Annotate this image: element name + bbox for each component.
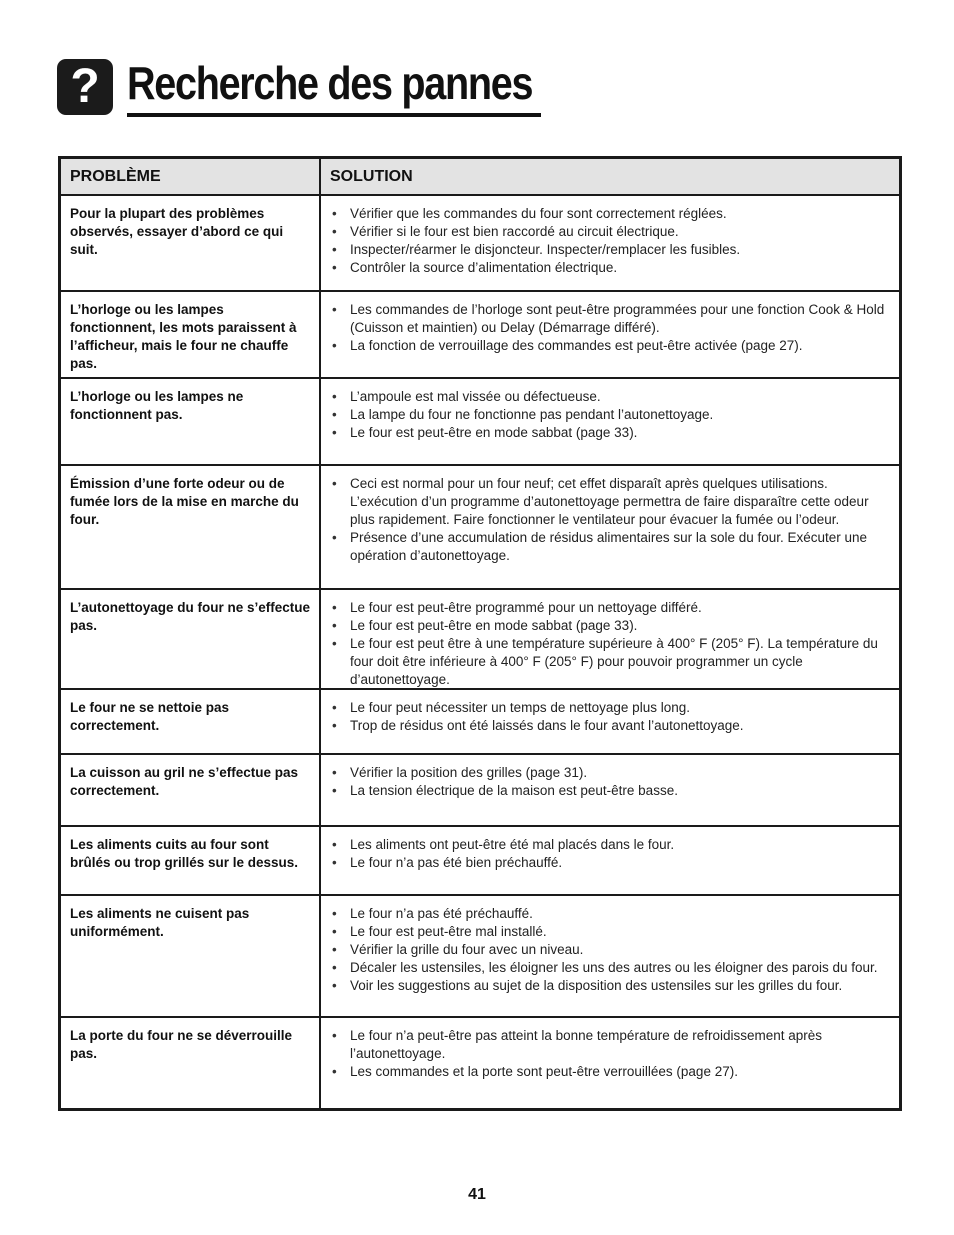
problem-cell: Le four ne se nettoie pas correctement. bbox=[61, 690, 321, 753]
table-row bbox=[61, 196, 899, 292]
solution-item: • Contrôler la source d’alimentation électrique. bbox=[331, 259, 889, 277]
solution-cell bbox=[321, 827, 899, 894]
solution-list bbox=[331, 764, 889, 800]
problem-cell: La cuisson au gril ne s’effectue pas correctement. bbox=[61, 755, 321, 825]
solution-item: • Le four est peut-être en mode sabbat (page 33). bbox=[331, 617, 889, 635]
solution-item: • Les aliments ont peut-être été mal placés dans le four. bbox=[331, 836, 889, 854]
solution-item: • Ceci est normal pour un four neuf; cet effet disparaît après quelques utilisations. L’exécution d’un programme d’autonettoyage permettra de faire disparaître cette odeur plus rapidement. Faire fonctionner le ventilateur pour évacuer la fumée ou l’odeur. bbox=[331, 475, 889, 529]
solution-item: • Le four n’a pas été préchauffé. bbox=[331, 905, 889, 923]
table-header bbox=[61, 159, 899, 196]
solution-cell bbox=[321, 1018, 899, 1108]
solution-item: • Le four n’a pas été bien préchauffé. bbox=[331, 854, 889, 872]
problem-cell: L’autonettoyage du four ne s’effectue pas. bbox=[61, 590, 321, 688]
solution-cell bbox=[321, 292, 899, 377]
problem-cell: Pour la plupart des problèmes observés, essayer d’abord ce qui suit. bbox=[61, 196, 321, 290]
solution-cell bbox=[321, 590, 899, 688]
solution-item: • Les commandes et la porte sont peut-être verrouillées (page 27). bbox=[331, 1063, 889, 1081]
table-row bbox=[61, 292, 899, 379]
table-row bbox=[61, 827, 899, 896]
solution-cell bbox=[321, 196, 899, 290]
solution-item: • Le four est peut-être mal installé. bbox=[331, 923, 889, 941]
solution-item: • Le four peut nécessiter un temps de nettoyage plus long. bbox=[331, 699, 889, 717]
page-header bbox=[57, 55, 533, 125]
solution-list bbox=[331, 836, 889, 872]
solution-cell bbox=[321, 755, 899, 825]
problem-cell: Émission d’une forte odeur ou de fumée lors de la mise en marche du four. bbox=[61, 466, 321, 588]
page-title: Recherche des pannes bbox=[127, 57, 533, 109]
solution-item: • La lampe du four ne fonctionne pas pendant l’autonettoyage. bbox=[331, 406, 889, 424]
table-row bbox=[61, 590, 899, 690]
solution-item: • Inspecter/réarmer le disjoncteur. Inspecter/remplacer les fusibles. bbox=[331, 241, 889, 259]
solution-cell bbox=[321, 896, 899, 1016]
table-body bbox=[61, 196, 899, 1108]
title-underline bbox=[127, 113, 541, 117]
page-number: 41 bbox=[468, 1186, 486, 1203]
solution-cell bbox=[321, 690, 899, 753]
solution-item: • Vérifier que les commandes du four sont correctement réglées. bbox=[331, 205, 889, 223]
solution-list bbox=[331, 388, 889, 442]
solution-list bbox=[331, 205, 889, 277]
problem-cell: Les aliments ne cuisent pas uniformément. bbox=[61, 896, 321, 1016]
solution-item: • Voir les suggestions au sujet de la disposition des ustensiles sur les grilles du four. bbox=[331, 977, 889, 995]
solution-item: • Vérifier la position des grilles (page 31). bbox=[331, 764, 889, 782]
solution-item: • Vérifier la grille du four avec un niveau. bbox=[331, 941, 889, 959]
problem-cell: L’horloge ou les lampes ne fonctionnent pas. bbox=[61, 379, 321, 464]
solution-list bbox=[331, 1027, 889, 1081]
solution-item: • Le four est peut-être en mode sabbat (page 33). bbox=[331, 424, 889, 442]
solution-list bbox=[331, 905, 889, 995]
table-row bbox=[61, 466, 899, 590]
solution-list bbox=[331, 599, 889, 689]
solution-item: • Présence d’une accumulation de résidus alimentaires sur la sole du four. Exécuter une opération d’autonettoyage. bbox=[331, 529, 889, 565]
header-solution: SOLUTION bbox=[330, 167, 413, 185]
header-problem: PROBLÈME bbox=[61, 159, 321, 194]
solution-item: • La tension électrique de la maison est peut-être basse. bbox=[331, 782, 889, 800]
table-row bbox=[61, 690, 899, 755]
solution-cell bbox=[321, 379, 899, 464]
table-row bbox=[61, 896, 899, 1018]
question-mark-icon: ? bbox=[57, 59, 113, 115]
solution-item: • Les commandes de l’horloge sont peut-être programmées pour une fonction Cook & Hold (Cuisson et maintien) ou Delay (Démarrage différé). bbox=[331, 301, 889, 337]
solution-item: • Vérifier si le four est bien raccordé au circuit électrique. bbox=[331, 223, 889, 241]
problem-cell: L’horloge ou les lampes fonctionnent, les mots paraissent à l’afficheur, mais le four ne chauffe pas. bbox=[61, 292, 321, 377]
table-row bbox=[61, 1018, 899, 1108]
problem-cell: Les aliments cuits au four sont brûlés ou trop grillés sur le dessus. bbox=[61, 827, 321, 894]
solution-list bbox=[331, 699, 889, 735]
solution-item: • La fonction de verrouillage des commandes est peut-être activée (page 27). bbox=[331, 337, 889, 355]
solution-list bbox=[331, 475, 889, 565]
solution-item: • Trop de résidus ont été laissés dans le four avant l’autonettoyage. bbox=[331, 717, 889, 735]
solution-list bbox=[331, 301, 889, 355]
solution-item: • Décaler les ustensiles, les éloigner les uns des autres ou les éloigner des parois du four. bbox=[331, 959, 889, 977]
troubleshooting-table bbox=[58, 156, 902, 1111]
solution-item: • Le four est peut-être programmé pour un nettoyage différé. bbox=[331, 599, 889, 617]
problem-cell: La porte du four ne se déverrouille pas. bbox=[61, 1018, 321, 1108]
solution-item: • Le four n’a peut-être pas atteint la bonne température de refroidissement après l’autonettoyage. bbox=[331, 1027, 889, 1063]
solution-item: • L’ampoule est mal vissée ou défectueuse. bbox=[331, 388, 889, 406]
table-row bbox=[61, 379, 899, 466]
table-row bbox=[61, 755, 899, 827]
solution-cell bbox=[321, 466, 899, 588]
solution-item: • Le four est peut être à une température supérieure à 400° F (205° F). La température du four doit être inférieure à 400° F (205° F) pour pouvoir programmer un cycle d’autonettoyage. bbox=[331, 635, 889, 689]
